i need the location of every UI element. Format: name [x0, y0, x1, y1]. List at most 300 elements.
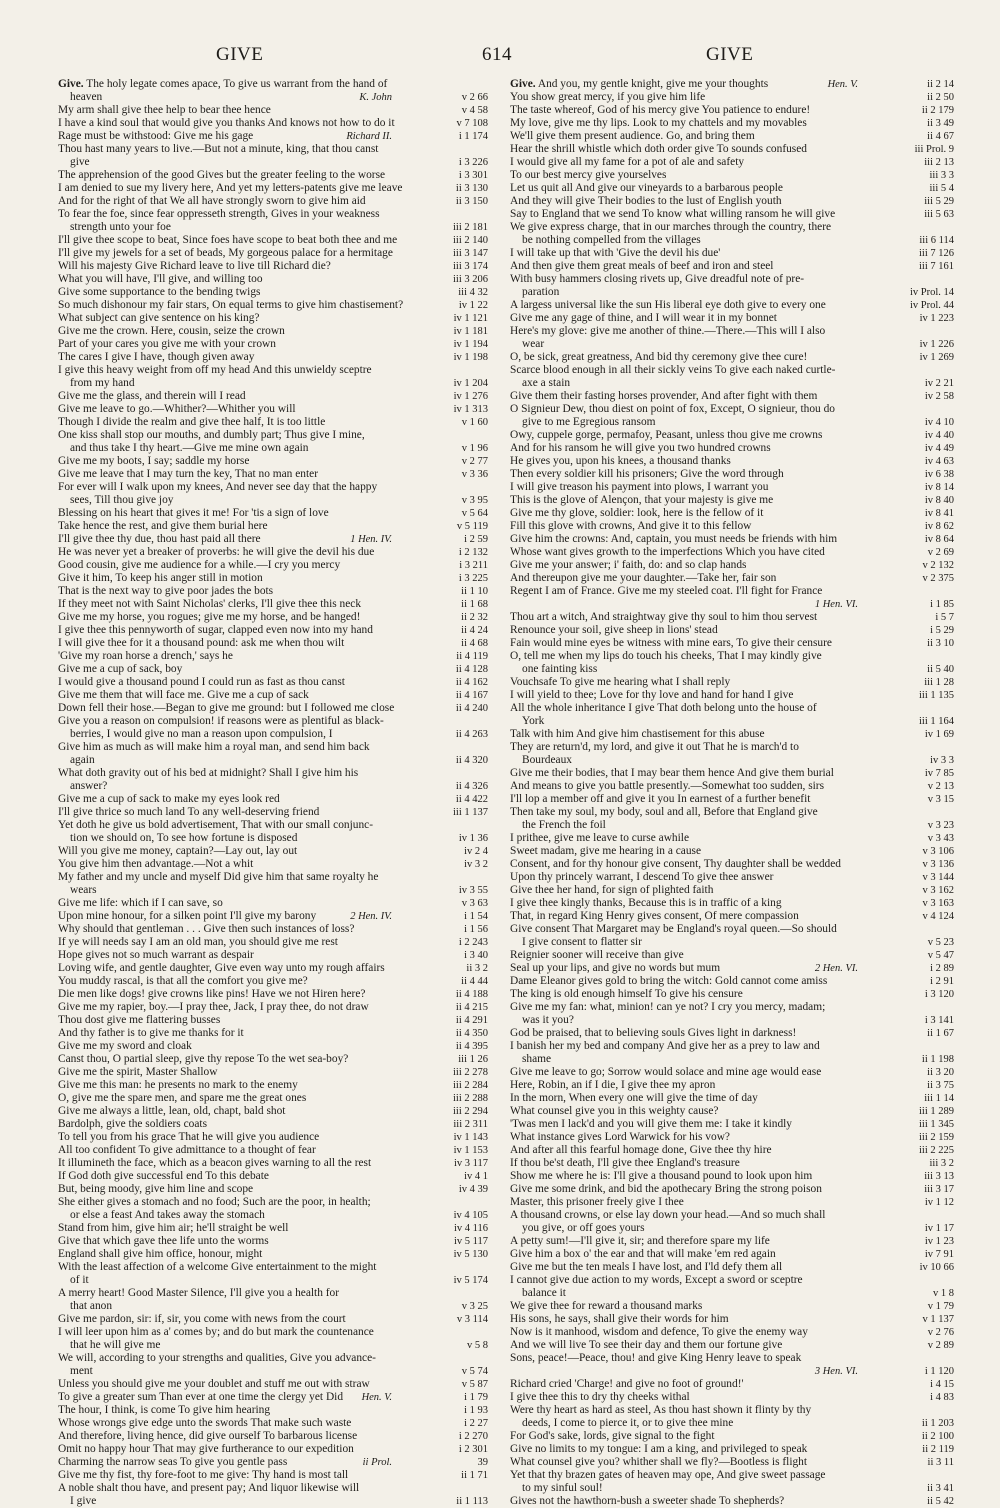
act-scene-line-reference: ii 4 350	[455, 1028, 488, 1039]
concordance-line	[510, 546, 954, 559]
quotation-text: We give thee for reward a thousand marks	[510, 1300, 703, 1312]
concordance-line	[510, 1066, 954, 1079]
concordance-line	[510, 78, 954, 91]
quotation-text: Part of your cares you give me with your crown	[58, 338, 276, 350]
concordance-line	[510, 468, 954, 481]
quotation-text: We give express charge, that in our marches through the country, there	[510, 221, 832, 233]
act-scene-line-reference: v 4 124	[922, 911, 954, 922]
act-scene-line-reference: iii 1 28	[924, 677, 954, 688]
concordance-line	[510, 507, 954, 520]
act-scene-line-reference: iv 5 174	[453, 1275, 488, 1286]
concordance-line	[58, 1313, 488, 1326]
act-scene-line-reference: iv 8 14	[924, 482, 954, 493]
quotation-text: I have a kind soul that would give you thanks And knows not how to do it	[58, 117, 395, 129]
concordance-line	[58, 1339, 488, 1352]
quotation-text: To tell you from his grace That he will give you audience	[58, 1131, 320, 1143]
act-scene-line-reference: iv 1 276	[453, 391, 488, 402]
act-scene-line-reference: i 2 91	[930, 976, 954, 987]
concordance-line	[58, 1482, 488, 1495]
concordance-line	[510, 1287, 954, 1300]
quotation-text: Canst thou, O partial sleep, give thy repose To the wet sea-boy?	[58, 1053, 349, 1065]
act-scene-line-reference: ii 4 395	[455, 1041, 488, 1052]
quotation-text: A petty sum!—I'll give it, sir; and therefore spare my life	[510, 1235, 770, 1247]
act-scene-line-reference: ii 4 44	[461, 976, 488, 987]
quotation-text: Regent I am of France. Give me my steeled coat. I'll fight for France	[510, 585, 823, 597]
quotation-text: Give me but the ten meals I have lost, and I'ld defy them all	[510, 1261, 783, 1273]
act-scene-line-reference: v 1 8	[933, 1288, 954, 1299]
quotation-text: Sweet madam, give me hearing in a cause	[510, 845, 702, 857]
concordance-line	[58, 1066, 488, 1079]
act-scene-line-reference: iv 1 313	[453, 404, 488, 415]
act-scene-line-reference: iii 1 135	[918, 690, 954, 701]
quotation-text: the French the foil	[522, 819, 606, 831]
concordance-line	[510, 1495, 954, 1508]
page-number: 614	[482, 44, 512, 65]
act-scene-line-reference: ii 4 128	[455, 664, 488, 675]
concordance-line	[510, 624, 954, 637]
concordance-line	[58, 351, 488, 364]
quotation-text: paration	[522, 286, 560, 298]
quotation-text: I would give a thousand pound I could run as fast as thou canst	[58, 676, 345, 688]
concordance-line	[510, 741, 954, 754]
act-scene-line-reference: iii 3 17	[924, 1184, 954, 1195]
quotation-text: sees, Till thou give joy	[70, 494, 174, 506]
act-scene-line-reference: v 7 108	[456, 118, 488, 129]
act-scene-line-reference: iv 1 121	[453, 313, 488, 324]
quotation-text: Though I divide the realm and give thee half, It is too little	[58, 416, 326, 428]
concordance-line	[510, 1430, 954, 1443]
quotation-text: Vouchsafe To give me hearing what I shall reply	[510, 676, 731, 688]
concordance-line	[58, 1365, 488, 1378]
concordance-line	[510, 585, 954, 598]
concordance-line	[58, 1443, 488, 1456]
quotation-text: I will take up that with 'Give the devil his due'	[510, 247, 721, 259]
quotation-text: and thus take I thy heart.—Give me mine own again	[70, 442, 309, 454]
quotation-text: Reignier sooner will receive than give	[510, 949, 684, 961]
quotation-text: Omit no happy hour That may give furtherance to our expedition	[58, 1443, 354, 1455]
concordance-line	[58, 1430, 488, 1443]
concordance-line	[510, 1053, 954, 1066]
quotation-text: O, give me the spare men, and spare me the great ones	[58, 1092, 307, 1104]
concordance-line	[510, 949, 954, 962]
concordance-line	[510, 130, 954, 143]
act-scene-line-reference: 39	[477, 1457, 488, 1468]
quotation-text: A merry heart! Good Master Silence, I'll give you a health for	[58, 1287, 340, 1299]
act-scene-line-reference: v 5 23	[927, 937, 954, 948]
quotation-text: Unless you should give me your doublet and stuff me out with straw	[58, 1378, 370, 1390]
act-scene-line-reference: ii 4 162	[455, 677, 488, 688]
concordance-line	[510, 481, 954, 494]
quotation-text: And thereupon give me your daughter.—Take her, fair son	[510, 572, 777, 584]
concordance-line	[58, 949, 488, 962]
running-head-left: GIVE	[216, 44, 264, 65]
act-scene-line-reference: ii 4 240	[455, 703, 488, 714]
act-scene-line-reference: ii 2 179	[921, 105, 954, 116]
left-column	[58, 78, 488, 1507]
quotation-text: Give it him, To keep his anger still in motion	[58, 572, 263, 584]
quotation-text: Sons, peace!—Peace, thou! and give King Henry leave to speak	[510, 1352, 802, 1364]
act-scene-line-reference: iv 8 64	[924, 534, 954, 545]
act-scene-line-reference: ii 2 50	[927, 92, 954, 103]
quotation-text: What instance gives Lord Warwick for his vow?	[510, 1131, 730, 1143]
act-scene-line-reference: iii 1 164	[918, 716, 954, 727]
quotation-text: wears	[70, 884, 97, 896]
quotation-text: I'll lop a member off and give it you In earnest of a further benefit	[510, 793, 811, 805]
act-scene-line-reference: i 5 29	[930, 625, 954, 636]
concordance-line	[510, 832, 954, 845]
quotation-text: Scarce blood enough in all their sickly veins To give each naked curtle-	[510, 364, 836, 376]
act-scene-line-reference: v 5 64	[461, 508, 488, 519]
concordance-line	[58, 1196, 488, 1209]
concordance-line	[510, 208, 954, 221]
concordance-line	[510, 260, 954, 273]
quotation-text: I would give all my fame for a pot of ale and safety	[510, 156, 745, 168]
concordance-line	[510, 1079, 954, 1092]
quotation-text: O Signieur Dew, thou diest on point of fox, Except, O signieur, thou do	[510, 403, 835, 415]
concordance-line	[510, 1118, 954, 1131]
act-scene-line-reference: i 2 59	[464, 534, 488, 545]
quotation-text: If they meet not with Saint Nicholas' clerks, I'll give thee this neck	[58, 598, 362, 610]
concordance-line	[510, 689, 954, 702]
quotation-text: Give some supportance to the bending twigs	[58, 286, 261, 298]
act-scene-line-reference: iii 2 181	[452, 222, 488, 233]
concordance-line	[510, 910, 954, 923]
concordance-line	[58, 234, 488, 247]
quotation-text: And we will live To see their day and them our fortune give	[510, 1339, 783, 1351]
quotation-text: Blessing on his heart that gives it me! For 'tis a sign of love	[58, 507, 329, 519]
concordance-line	[58, 780, 488, 793]
quotation-text: What doth gravity out of his bed at midnight? Shall I give him his	[58, 767, 359, 779]
concordance-line	[510, 1209, 954, 1222]
quotation-text: The king is old enough himself To give his censure	[510, 988, 743, 1000]
act-scene-line-reference: ii 4 291	[455, 1015, 488, 1026]
quotation-text: And means to give you battle presently.—Somewhat too sudden, sirs	[510, 780, 825, 792]
quotation-text: Give me life: which if I can save, so	[58, 897, 223, 909]
concordance-line	[58, 1456, 488, 1469]
act-scene-line-reference: iv 1 36	[458, 833, 488, 844]
act-scene-line-reference: i 3 225	[458, 573, 488, 584]
concordance-line	[510, 117, 954, 130]
concordance-line	[58, 1352, 488, 1365]
concordance-line	[58, 936, 488, 949]
act-scene-line-reference: ii 4 167	[455, 690, 488, 701]
act-scene-line-reference: v 2 375	[922, 573, 954, 584]
concordance-line	[58, 1248, 488, 1261]
act-scene-line-reference: ii 3 2	[466, 963, 488, 974]
act-scene-line-reference: v 3 43	[927, 833, 954, 844]
concordance-line	[510, 338, 954, 351]
concordance-line	[58, 1209, 488, 1222]
concordance-line	[510, 1157, 954, 1170]
act-scene-line-reference: ii 4 188	[455, 989, 488, 1000]
concordance-line	[510, 299, 954, 312]
concordance-line	[58, 390, 488, 403]
quotation-text: Owy, cuppele gorge, permafoy, Peasant, unless thou give me crowns	[510, 429, 823, 441]
quotation-text: berries, I would give no man a reason upon compulsion, I	[70, 728, 333, 740]
quotation-text: strength unto your foe	[70, 221, 171, 233]
act-scene-line-reference: iii 7 126	[918, 248, 954, 259]
act-scene-line-reference: v 2 76	[927, 1327, 954, 1338]
quotation-text: Give me them that will face me. Give me a cup of sack	[58, 689, 309, 701]
act-scene-line-reference: iv 6 38	[924, 469, 954, 480]
concordance-line	[510, 1339, 954, 1352]
quotation-text: Give me the spirit, Master Shallow	[58, 1066, 218, 1078]
act-scene-line-reference: v 3 144	[922, 872, 954, 883]
concordance-line	[58, 1027, 488, 1040]
concordance-line	[510, 637, 954, 650]
concordance-line	[510, 780, 954, 793]
quotation-text: Give me the glass, and therein will I read	[58, 390, 246, 402]
concordance-line	[510, 1456, 954, 1469]
act-scene-line-reference: i 3 211	[459, 560, 488, 571]
act-scene-line-reference: ii 4 326	[455, 781, 488, 792]
concordance-line	[58, 312, 488, 325]
act-scene-line-reference: ii 2 100	[921, 1431, 954, 1442]
act-scene-line-reference: iv 4 63	[924, 456, 954, 467]
quotation-text: I will yield to thee; Love for thy love and hand for hand I give	[510, 689, 794, 701]
concordance-line	[510, 1300, 954, 1313]
quotation-text: Give consent That Margaret may be England's royal queen.—So should	[510, 923, 837, 935]
concordance-line	[58, 91, 488, 104]
play-title: 1 Hen. IV.	[350, 534, 392, 545]
concordance-line	[510, 702, 954, 715]
quotation-text: That, in regard King Henry gives consent, Of mere compassion	[510, 910, 799, 922]
act-scene-line-reference: ii 1 113	[456, 1496, 488, 1507]
concordance-line	[510, 325, 954, 338]
concordance-line	[58, 286, 488, 299]
quotation-text: A noble shalt thou have, and present pay; And liquor likewise will	[58, 1482, 360, 1494]
act-scene-line-reference: v 3 162	[922, 885, 954, 896]
act-scene-line-reference: v 3 106	[922, 846, 954, 857]
concordance-line	[58, 403, 488, 416]
concordance-line	[510, 1352, 954, 1365]
quotation-text: Give me my rapier, boy.—I pray thee, Jack, I pray thee, do not draw	[58, 1001, 369, 1013]
act-scene-line-reference: iv Prol. 14	[909, 287, 954, 298]
quotation-text: She either gives a stomach and no food; Such are the poor, in health;	[58, 1196, 371, 1208]
concordance-line	[58, 533, 488, 546]
act-scene-line-reference: ii 3 150	[455, 196, 488, 207]
concordance-line	[510, 598, 954, 611]
act-scene-line-reference: v 1 137	[922, 1314, 954, 1325]
concordance-line	[58, 481, 488, 494]
quotation-text: Now is it manhood, wisdom and defence, To give the enemy way	[510, 1326, 808, 1338]
act-scene-line-reference: iii 7 161	[918, 261, 954, 272]
concordance-line	[58, 78, 488, 91]
quotation-text: Fill this glove with crowns, And give it to this fellow	[510, 520, 752, 532]
act-scene-line-reference: ii 4 263	[455, 729, 488, 740]
act-scene-line-reference: i 4 15	[930, 1379, 954, 1390]
act-scene-line-reference: iv 8 62	[924, 521, 954, 532]
quotation-text: You give him then advantage.—Not a whit	[58, 858, 254, 870]
quotation-text: Then take my soul, my body, soul and all, Before that England give	[510, 806, 818, 818]
quotation-text: All the whole inheritance I give That doth belong unto the house of	[510, 702, 817, 714]
quotation-text: Loving wife, and gentle daughter, Give even way unto my rough affairs	[58, 962, 385, 974]
concordance-line	[58, 1131, 488, 1144]
quotation-text: Rage must be withstood: Give me his gage	[58, 130, 254, 142]
quotation-text: Upon mine honour, for a silken point I'll give my barony	[58, 910, 317, 922]
concordance-line	[510, 1404, 954, 1417]
concordance-line	[58, 1079, 488, 1092]
act-scene-line-reference: ii 3 130	[455, 183, 488, 194]
quotation-text: Take hence the rest, and give them burial here	[58, 520, 268, 532]
quotation-text: Give me my fan: what, minion! can ye not? I cry you mercy, madam;	[510, 1001, 826, 1013]
act-scene-line-reference: ii 4 68	[461, 638, 488, 649]
concordance-line	[510, 1274, 954, 1287]
concordance-line	[58, 559, 488, 572]
concordance-line	[510, 923, 954, 936]
quotation-text: Yet doth he give us bold advertisement, That with our small conjunc-	[58, 819, 373, 831]
quotation-text: Give that which gave thee life unto the worms	[58, 1235, 269, 1247]
quotation-text: Give me leave that I may turn the key, That no man enter	[58, 468, 318, 480]
concordance-line	[58, 884, 488, 897]
quotation-text: be nothing compelled from the villages	[522, 234, 701, 246]
quotation-text: Why should that gentleman . . . Give then such instances of loss?	[58, 923, 355, 935]
concordance-line	[58, 1287, 488, 1300]
quotation-text: The apprehension of the good Gives but the greater feeling to the worse	[58, 169, 386, 181]
quotation-text: You muddy rascal, is that all the comfort you give me?	[58, 975, 308, 987]
concordance-line	[58, 806, 488, 819]
quotation-text: So much dishonour my fair stars, On equal terms to give him chastisement?	[58, 299, 404, 311]
quotation-text: Give. And you, my gentle knight, give me your thoughts	[510, 78, 769, 90]
act-scene-line-reference: iii 2 288	[452, 1093, 488, 1104]
act-scene-line-reference: v 3 23	[927, 820, 954, 831]
act-scene-line-reference: iv 7 85	[924, 768, 954, 779]
act-scene-line-reference: iv 2 58	[924, 391, 954, 402]
act-scene-line-reference: iv 4 1	[464, 1171, 488, 1182]
quotation-text: If thou be'st death, I'll give thee England's treasure	[510, 1157, 740, 1169]
concordance-line	[58, 1391, 488, 1404]
concordance-line	[510, 1248, 954, 1261]
headword: Give.	[58, 78, 84, 90]
quotation-text: Bourdeaux	[522, 754, 572, 766]
quotation-text: Give him the crowns: And, captain, you must needs be friends with him	[510, 533, 838, 545]
concordance-line	[510, 1040, 954, 1053]
concordance-line	[58, 1222, 488, 1235]
concordance-line	[58, 637, 488, 650]
quotation-text: Give me some drink, and bid the apothecary Bring the strong poison	[510, 1183, 822, 1195]
quotation-text: I will leer upon him as a' comes by; and do but mark the countenance	[58, 1326, 374, 1338]
concordance-line	[510, 819, 954, 832]
quotation-text: One kiss shall stop our mouths, and dumbly part; Thus give I mine,	[58, 429, 365, 441]
concordance-line	[58, 572, 488, 585]
quotation-text: All too confident To give admittance to a thought of fear	[58, 1144, 316, 1156]
quotation-text: you give, or off goes yours	[522, 1222, 645, 1234]
quotation-text: And they will give Their bodies to the lust of English youth	[510, 195, 782, 207]
quotation-text: Thou dost give me flattering busses	[58, 1014, 221, 1026]
concordance-line	[58, 767, 488, 780]
concordance-line	[510, 1196, 954, 1209]
concordance-line	[58, 494, 488, 507]
concordance-line	[58, 182, 488, 195]
act-scene-line-reference: iv 4 39	[458, 1184, 488, 1195]
concordance-line	[58, 728, 488, 741]
quotation-text: We will, according to your strengths and qualities, Give you advance-	[58, 1352, 376, 1364]
act-scene-line-reference: i 3 141	[924, 1015, 954, 1026]
concordance-line	[510, 520, 954, 533]
act-scene-line-reference: i 2 132	[458, 547, 488, 558]
concordance-line	[510, 793, 954, 806]
act-scene-line-reference: ii 3 49	[927, 118, 954, 129]
act-scene-line-reference: iv 7 91	[924, 1249, 954, 1260]
act-scene-line-reference: iv 1 181	[453, 326, 488, 337]
quotation-text: from my hand	[70, 377, 135, 389]
concordance-line	[58, 871, 488, 884]
act-scene-line-reference: iii 3 174	[452, 261, 488, 272]
act-scene-line-reference: v 5 87	[461, 1379, 488, 1390]
concordance-line	[510, 442, 954, 455]
concordance-line	[58, 520, 488, 533]
act-scene-line-reference: ii 3 41	[927, 1483, 954, 1494]
act-scene-line-reference: iii 6 114	[919, 235, 954, 246]
concordance-line	[510, 416, 954, 429]
act-scene-line-reference: v 2 77	[461, 456, 488, 467]
concordance-line	[510, 91, 954, 104]
act-scene-line-reference: iii 1 26	[458, 1054, 488, 1065]
concordance-line	[58, 208, 488, 221]
quotation-text: What counsel give you? whither shall we fly?—Bootless is flight	[510, 1456, 808, 1468]
act-scene-line-reference: iv 3 55	[458, 885, 488, 896]
concordance-line	[510, 221, 954, 234]
concordance-line	[510, 429, 954, 442]
quotation-text: Fain would mine eyes be witness with mine ears, To give their censure	[510, 637, 832, 649]
concordance-line	[58, 130, 488, 143]
act-scene-line-reference: ii 5 40	[927, 664, 954, 675]
act-scene-line-reference: i 1 56	[464, 924, 488, 935]
quotation-text: give	[70, 156, 90, 168]
concordance-line	[510, 975, 954, 988]
quotation-text: Give me your answer; i' faith, do: and so clap hands	[510, 559, 747, 571]
act-scene-line-reference: v 2 66	[461, 92, 488, 103]
concordance-line	[510, 1222, 954, 1235]
concordance-line	[58, 169, 488, 182]
concordance-line	[58, 195, 488, 208]
concordance-line	[58, 273, 488, 286]
concordance-line	[510, 962, 954, 975]
concordance-line	[58, 117, 488, 130]
concordance-line	[58, 611, 488, 624]
quotation-text: I'll give thrice so much land To any well-deserving friend	[58, 806, 320, 818]
concordance-line	[510, 1183, 954, 1196]
act-scene-line-reference: i 3 120	[924, 989, 954, 1000]
quotation-text: Give me always a little, lean, old, chapt, bald shot	[58, 1105, 286, 1117]
quotation-text: If God doth give successful end To this debate	[58, 1170, 269, 1182]
concordance-line	[510, 169, 954, 182]
act-scene-line-reference: iii 2 225	[918, 1145, 954, 1156]
act-scene-line-reference: v 5 47	[927, 950, 954, 961]
concordance-line	[510, 650, 954, 663]
quotation-text: You show great mercy, if you give him life	[510, 91, 706, 103]
quotation-text: I prithee, give me leave to curse awhile	[510, 832, 690, 844]
concordance-line	[58, 1274, 488, 1287]
quotation-text: And then give them great meals of beef and iron and steel	[510, 260, 774, 272]
quotation-text: Give them their fasting horses provender, And after fight with them	[510, 390, 818, 402]
act-scene-line-reference: iv 4 49	[924, 443, 954, 454]
act-scene-line-reference: iv 1 12	[924, 1197, 954, 1208]
act-scene-line-reference: iv 10 66	[919, 1262, 954, 1273]
concordance-line	[510, 1391, 954, 1404]
play-title: 2 Hen. IV.	[350, 911, 392, 922]
act-scene-line-reference: v 4 58	[461, 105, 488, 116]
act-scene-line-reference: iv 1 22	[458, 300, 488, 311]
act-scene-line-reference: iii 2 159	[918, 1132, 954, 1143]
quotation-text: For God's sake, lords, give signal to the fight	[510, 1430, 715, 1442]
concordance-line	[58, 1170, 488, 1183]
quotation-text: Give me my sword and cloak	[58, 1040, 192, 1052]
act-scene-line-reference: iv 1 194	[453, 339, 488, 350]
act-scene-line-reference: iii Prol. 9	[914, 144, 954, 155]
act-scene-line-reference: iii 3 147	[452, 248, 488, 259]
quotation-text: Give me leave to go; Sorrow would solace and mine age would ease	[510, 1066, 822, 1078]
